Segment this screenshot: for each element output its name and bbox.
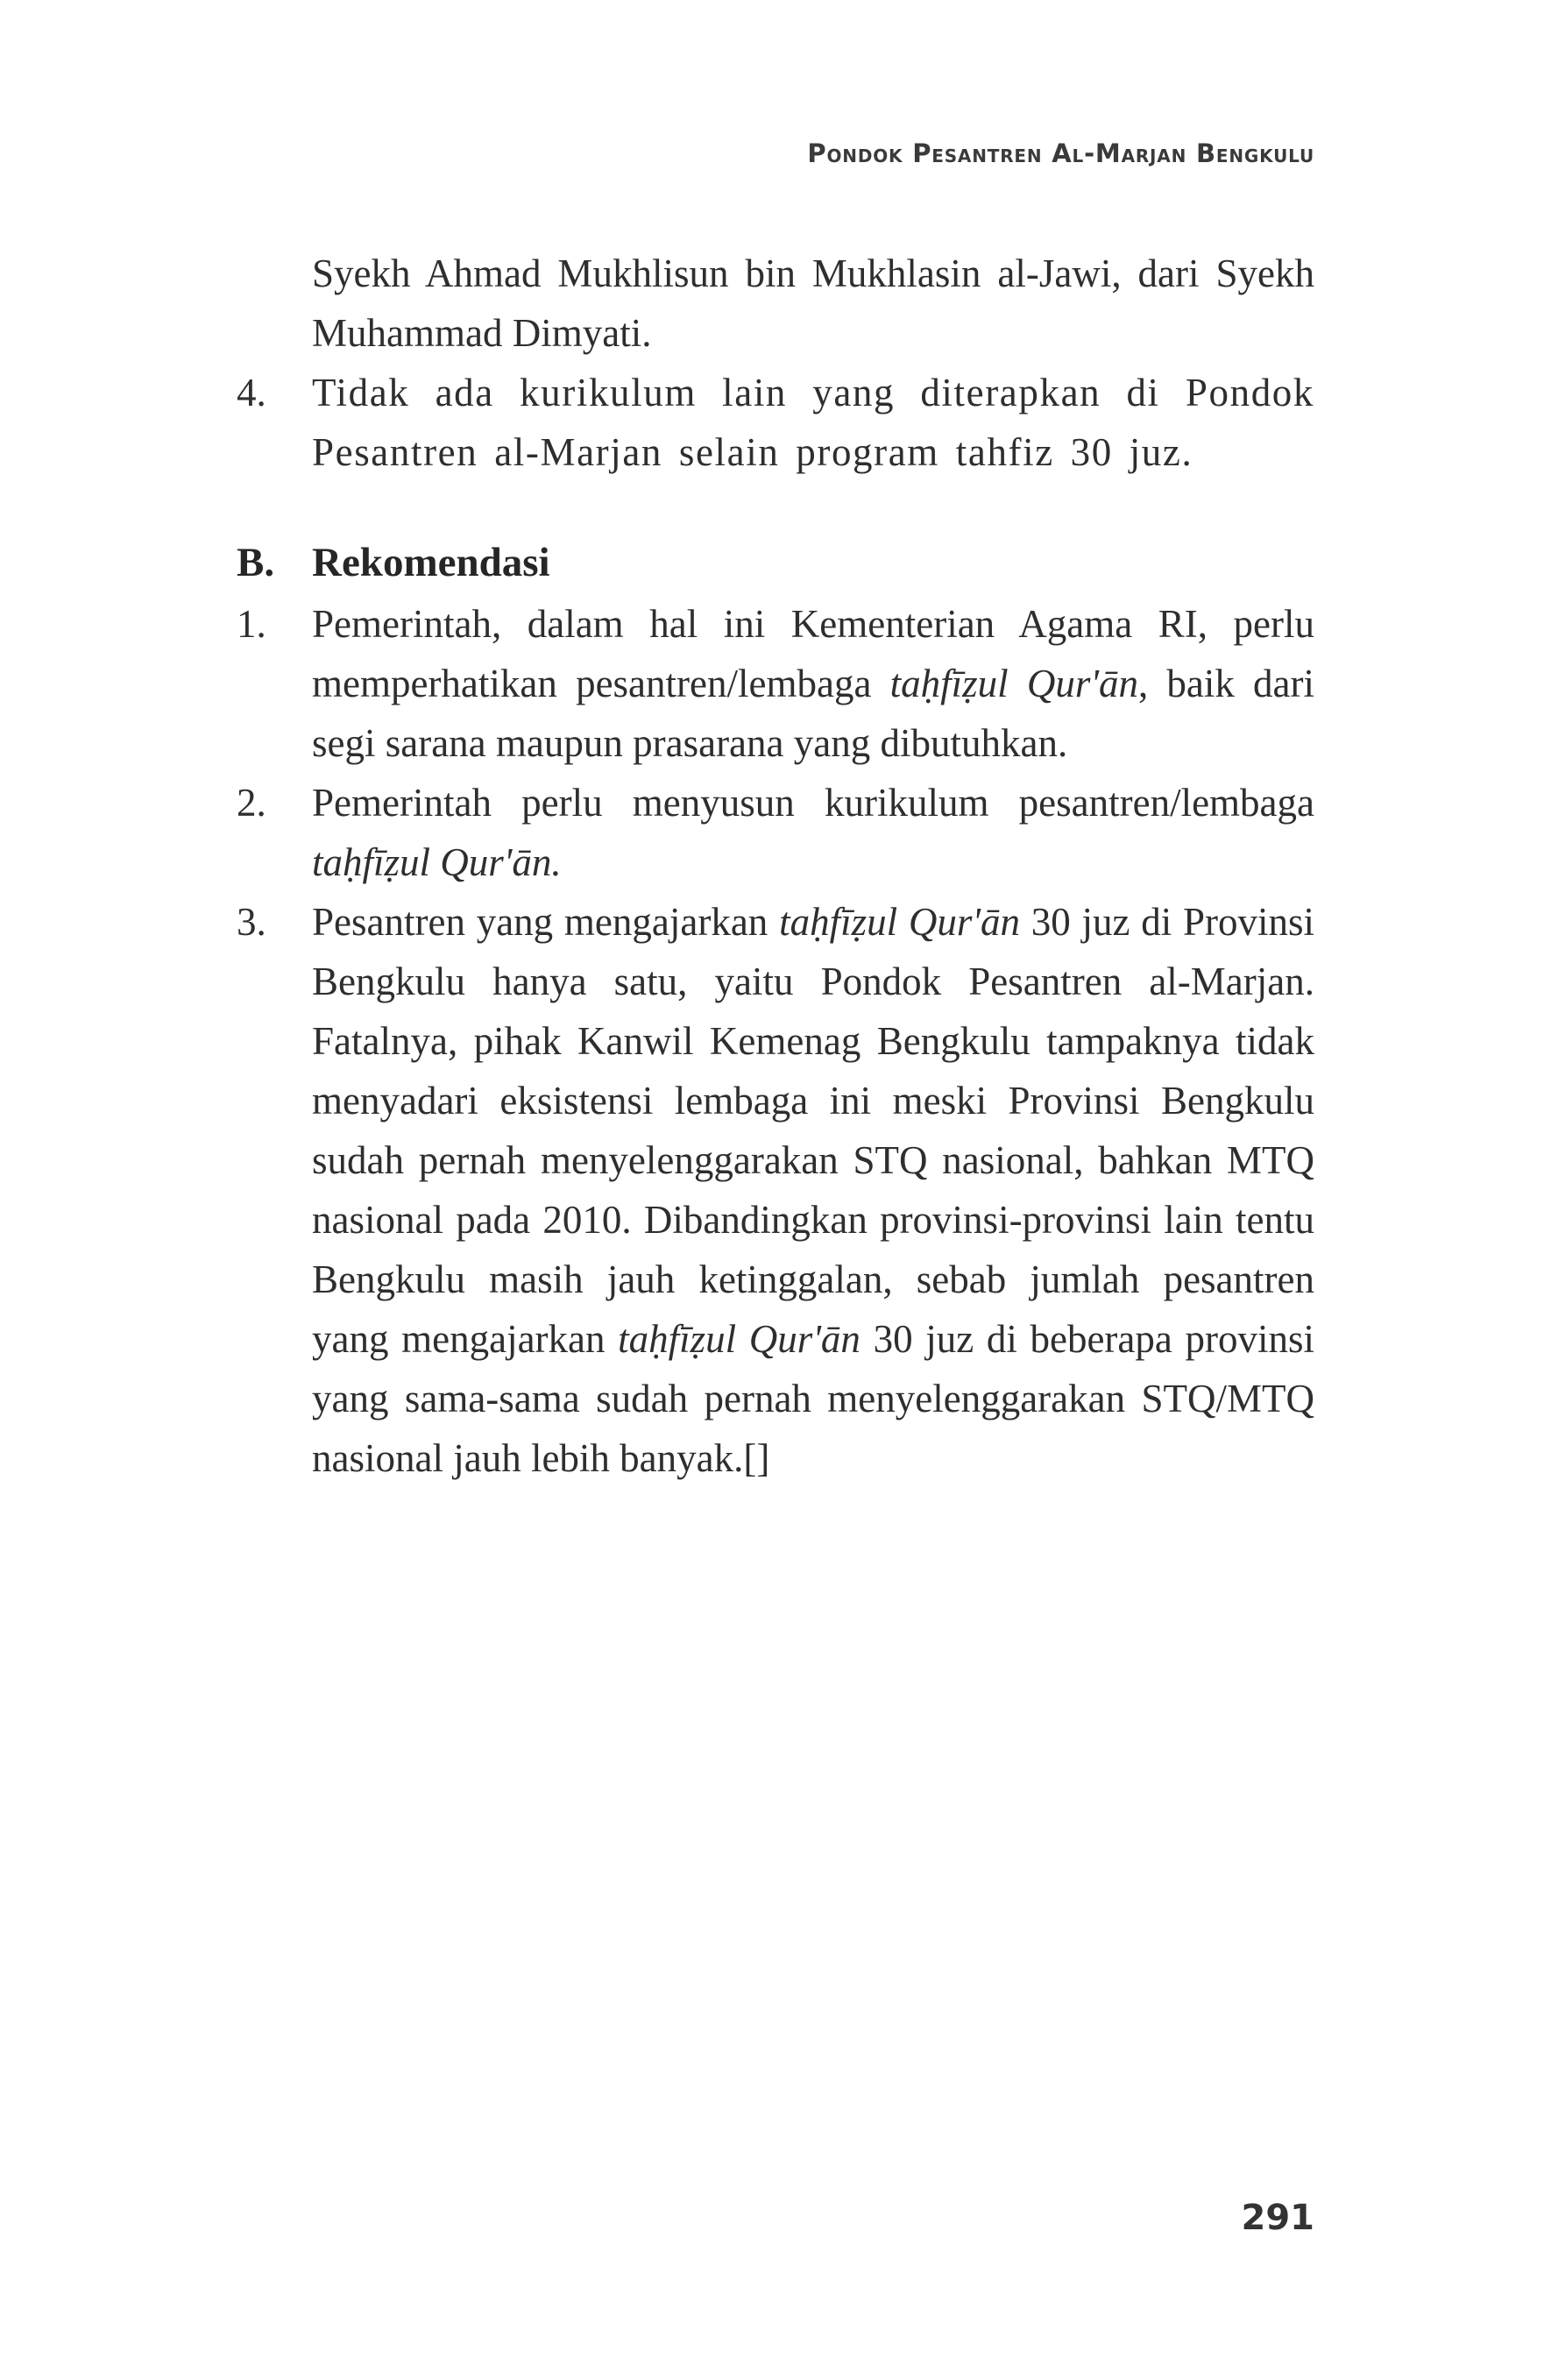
italic-term: taḥfīẓul Qur'ān <box>618 1317 860 1361</box>
list-item-text: Pesantren yang mengajarkan taḥfīẓul Qur'ān 30 juz di Provinsi Bengkulu hanya satu, yaitu Pondok Pesantren al-Marjan. Fatalnya, pihak Kanwil Kemenag Bengkulu tampaknya tidak menyadari eksistensi lembaga ini meski Provinsi Bengkulu sudah pernah menyelenggarakan STQ nasional, bahkan MTQ nasional pada 2010. Dibandingkan provinsi-provinsi lain tentu Bengkulu masih jauh ketinggalan, sebab jumlah pesantren yang mengajarkan taḥfīẓul Qur'ān 30 juz di beberapa provinsi yang sama-sama sudah pernah menyelenggarakan STQ/MTQ nasional jauh lebih banyak.[] <box>312 900 1314 1480</box>
italic-term: taḥfīẓul Qur'ān. <box>312 840 562 884</box>
continuation-text: Syekh Ahmad Mukhlisun bin Mukhlasin al-Jawi, dari Syekh Muhammad Dimyati. <box>312 251 1314 355</box>
running-header: Pondok Pesantren Al-Marjan Bengkulu <box>807 138 1314 168</box>
section-letter: B. <box>237 540 275 585</box>
recommendation-item-3 <box>237 892 1314 1488</box>
recommendation-item-1 <box>237 594 1314 773</box>
recommendation-item-2 <box>237 773 1314 892</box>
continuation-paragraph <box>237 244 1314 363</box>
list-number: 1. <box>237 602 266 646</box>
italic-term: taḥfīẓul Qur'ān <box>779 900 1020 944</box>
list-item-text: Pemerintah, dalam hal ini Kementerian Agama RI, perlu memperhatikan pesantren/lembaga taḥfīẓul Qur'ān, baik dari segi sarana maupun prasarana yang dibutuhkan. <box>312 602 1315 765</box>
list-number: 2. <box>237 781 266 825</box>
italic-term: taḥfīẓul Qur'ān <box>889 662 1138 705</box>
section-heading <box>237 533 1314 592</box>
list-number: 3. <box>237 900 266 944</box>
section-title: Rekomendasi <box>312 540 550 585</box>
page-body <box>237 244 1314 1488</box>
list-item-text: Tidak ada kurikulum lain yang diterapkan di Pondok Pesantren al-Marjan selain program tahfiz 30 juz. <box>312 371 1314 474</box>
list-number: 4. <box>237 371 266 414</box>
page-number: 291 <box>1241 2198 1314 2238</box>
list-item-text: Pemerintah perlu menyusun kurikulum pesantren/lembaga taḥfīẓul Qur'ān. <box>312 781 1314 884</box>
list-item-4 <box>237 363 1314 482</box>
